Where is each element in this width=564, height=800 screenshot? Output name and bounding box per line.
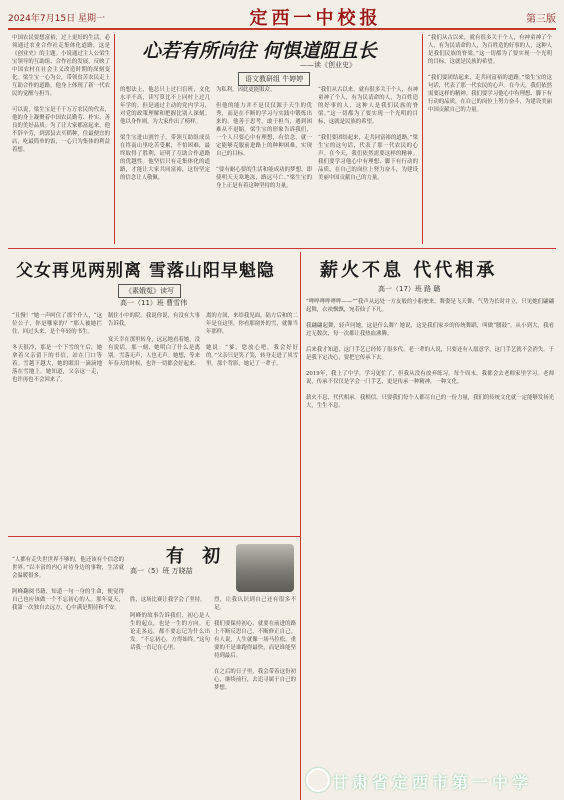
article-subtitle-2: 《素娥冤》读写 xyxy=(118,284,181,298)
article3-body: “哗哗哗哗哗哗——”“我声从远处一方友般的小船驶来，舞姿是飞天舞，气势为长时并立，只见她们翩翩起舞，衣袂飘飘，宛若仙子下凡。 我翩翩起舞，轻声问她，这是什么舞？她说，这是我们家乡的传统舞蹈，叫做“腰鼓”。从小到大，我看过无数次，每一次都让我热血沸腾。 后来我才知道，这门手艺已经传了很多代。老一辈的人说，只要还有人愿意学，这门手艺就不会消失。于是我下定决心，要把它传承下去。 2019年，我上了中学，学习更忙了，但我从没有放弃练习。每个周末，我都会去老师家里学习。老师说，传承不仅仅是学会一门手艺，更是传承一种精神，一种文化。 薪火不息，代代相承。我相信，只要我们每个人都尽自己的一份力量，我们的传统文化就一定能够发扬光大，生生不息。 xyxy=(306,299,554,409)
school-name-watermark: 甘肃省定西市第一中学 xyxy=(332,773,533,792)
article-title-2: 父女再见两别离 雪落山阳早魁隐 xyxy=(16,261,275,281)
article4-column-2: 胜，这场比赛让我学会了坚持。 阿峰的故事告诉我们，初心是人生的起点，也是一生的方向。无论走多远，都不要忘记为什么出发。“不忘初心，方得始终。”这句话我一直记在心里。 xyxy=(130,597,210,651)
article2-column-2: 制住小中的院。我说你说，有没有大事告诉我。 宴天幸在那里转身，远远地看着她，没有说话。那一刻，她明白了什么是离别。雪落无声，人也无声。她想，等来年春天的时候，也许一切都会好起来。 xyxy=(108,313,200,367)
article-column-3: 为私利，因此更能服众。 但他的能力并不是仅仅源于天生的优秀，而是在不断的学习与实践中锻炼出来的。他善于思考，敢于担当，遇到困难从不退缩。梁生宝的形象告诉我们，一个人只要心中有理想，有信念，就一定能够克服前进路上的种种困难，实现自己的目标。 “要有耐心要的生活和能成功的梦想，即使明天天寒地冻，路远马亡。”梁生宝的身上正是有着这种坚持的力量。 xyxy=(216,87,312,189)
article-byline-3: 高一（17）班 路 璐 xyxy=(378,285,441,293)
stone-photo xyxy=(236,544,294,592)
article-byline-2: 高一（11）班 曹雪伟 xyxy=(120,299,188,307)
article-column-1: 中国农民要想富裕，过上更好的生活，必须通过农业合作社走集体化道路，这是《创业史》的主题。小说通过主人公梁生宝领导的互助组、合作社的发展，反映了中国农村在社会主义改造时期的深刻变化。梁生宝一心为公，带领贫苦农民走上互助合作的道路，他身上体现了新一代农民的觉醒与担当。 可以说，梁生宝是千千万万农民的代表，他的身上凝聚着中国农民勤劳、朴实、善良的美好品质。为了让大家都富起来，他不辞辛劳，到郭县去买稻种，住最便宜的店，吃最简单的饭，一心只为集体的利益着想。 xyxy=(12,35,110,153)
column-divider xyxy=(114,34,115,244)
school-logo-icon xyxy=(306,768,330,792)
article2-column-1: “且慢！”她一声呵住了那个仆人，“这位公子，你是哪家的？”那人被她拦住，回过头来，是个年轻的书生。 冬天很冷，那是一个下雪的午后，她拿着父亲留下的书信，站在门口等着。雪越下越大，她的眼泪一滴滴地落在雪地上。她知道，父亲这一走，也许再也不会回来了。 xyxy=(12,313,102,383)
article-byline: 语文教研组 牛婷婷 xyxy=(238,72,310,86)
article-column-5: “我们从古以来，就有很多关于个人，有神童神了个人，有为民请命的人，为百姓造的好事的人，这种人是我们民族的脊梁。”这一切都为了要实现一个光明的目标，这就是民族的希望。 “我们要团结起来，走共同富裕的道路。”梁生宝的这句话，代表了那一代农民的心声。在今天，我们依然需要这样的精神。我们要学习他心中有理想、脚下有行动的品质，在自己的岗位上努力奋斗，为建设美丽中国贡献自己的力量。 xyxy=(428,35,552,113)
article-title: 心若有所向往 何惧道阻且长 xyxy=(142,40,377,62)
section-divider-2 xyxy=(8,536,300,537)
article-title-4: 有 初 xyxy=(166,546,227,567)
article-column-4: “我们从古以来，就有很多关于个人，有神童神了个人，有为民请命的人，为百姓造的好事的人，这种人是我们民族的脊梁。”这一切都为了要实现一个光明的目标，这就是民族的希望。 “我们要团结起来，走共同富裕的道路。”梁生宝的这句话，代表了那一代农民的心声。在今天，我们依然需要这样的精神。我们要学习他心中有理想、脚下有行动的品质，在自己的岗位上努力奋斗，为建设美丽中国贡献自己的力量。 xyxy=(318,87,418,181)
section-divider xyxy=(8,248,556,249)
article-title-3: 薪火不息 代代相承 xyxy=(320,260,498,281)
article2-column-3: 离的方间，来给我见面，陆方后和的二年是在这里，你看那窗外的雪，就像当年那样。 她说：“爹，您放心吧，我会好好的。”父亲只是笑了笑，转身走进了风雪里。那个背影，她记了一辈子。 xyxy=(206,313,298,367)
masthead xyxy=(8,6,556,30)
article-subtitle: ——读《创业史》 xyxy=(300,61,356,69)
article-column-2: 的想法上，他总只上过扫盲班，文化水平不高，读写算比不上同村上过几年学的。但是通过主动的党内学习，对党的政策理解和把握比别人深刻。他以身作则，为大家作出了榜样。 梁生宝进山割竹子，带领互助组成员在终南山里吃苦受累，不怕困难，最终取得了胜利，证明了互助合作道路的优越性。他坚信只有走集体化的道路，才能让大家共同富裕，这份坚定的信念让人敬佩。 xyxy=(120,87,210,181)
article4-column-1: “人都有走失世世界不够的，他还该有个信念的世界。”以丰富的内心对待身边的事物，生活就会温暖很多。 阿峰翻阅书籍，知道一句一身的生命，便觉得自己也应该做一个不忘初心的人。那年夏天，我第一次独自去远方，心中满是期待和不安。 xyxy=(12,557,124,611)
article4-column-3: 烈，让我认识到自己还有很多不足。 我们要保持初心，就要在前进的路上不断反思自己，不断修正自己。有人说，人生就像一场马拉松，重要的不是谁跑得最快，而是谁能坚持到最后。 在之后的日子里，我会带着这份初心，继续前行，去追寻属于自己的梦想。 xyxy=(214,597,296,691)
article-byline-4: 高一（5）班 万晓喆 xyxy=(130,567,193,575)
paper-name: 定西一中校报 xyxy=(249,8,382,29)
column-divider-mid xyxy=(300,252,301,800)
issue-date: 2024年7月15日 星期一 xyxy=(8,13,105,24)
page-number: 第三版 xyxy=(525,13,556,25)
column-divider-right xyxy=(422,34,423,244)
